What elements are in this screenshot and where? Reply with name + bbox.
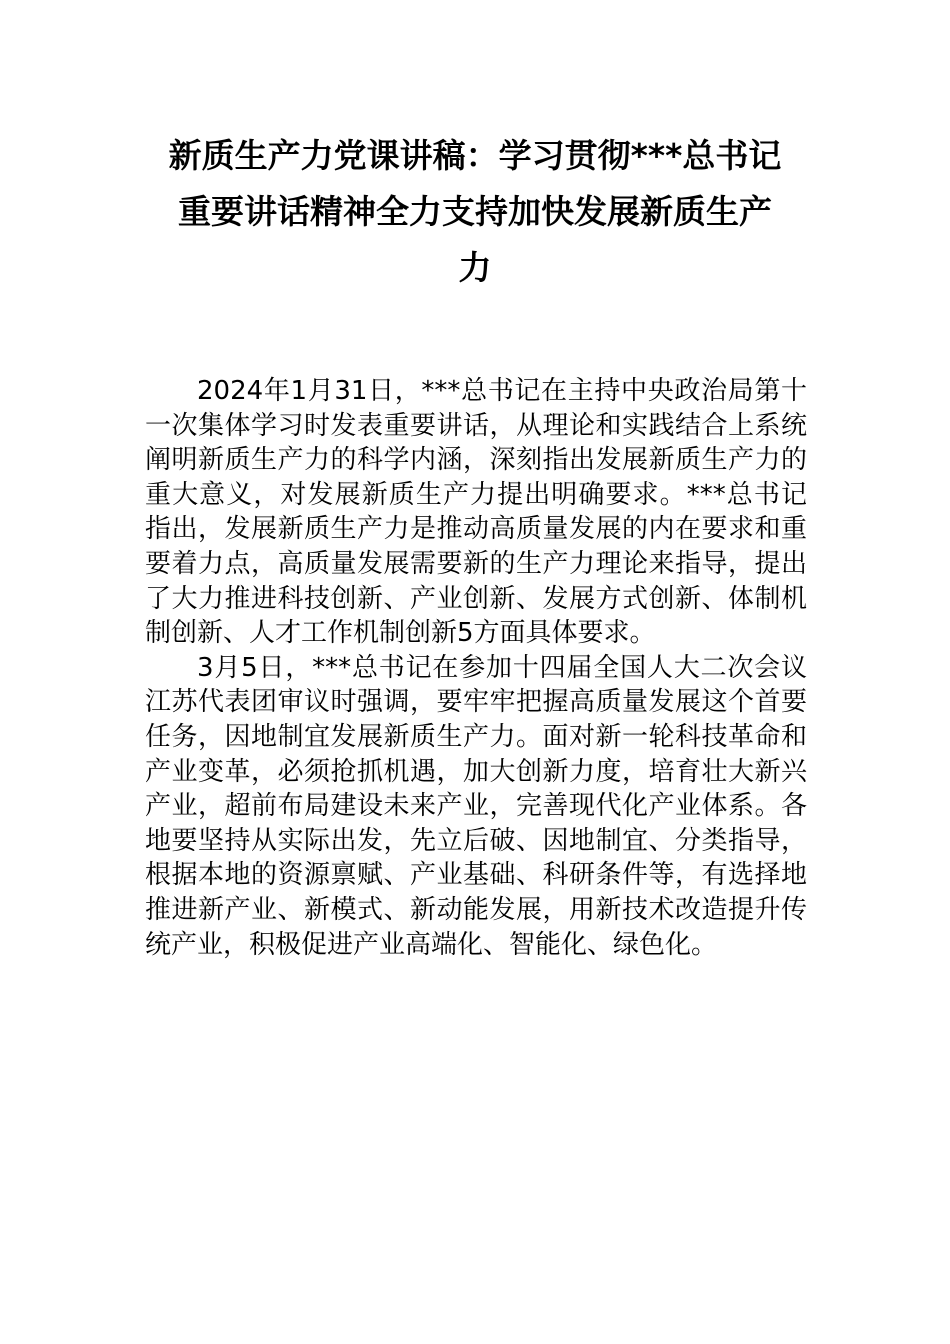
- paragraph-1: 2024年1月31日，***总书记在主持中央政治局第十一次集体学习时发表重要讲话，从理论和实践结合上系统阐明新质生产力的科学内涵，深刻指出发展新质生产力的重大意义，对发展新质生产力提出明确要求。***总书记指出，发展新质生产力是推动高质量发展的内在要求和重要着力点，高质量发展需要新的生产力理论来指导，提出了大力推进科技创新、产业创新、发展方式创新、体制机制创新、人才工作机制创新5方面具体要求。: [145, 376, 807, 649]
- title-line-3: 力: [458, 248, 492, 287]
- title-line-2: 重要讲话精神全力支持加快发展新质生产: [178, 192, 772, 231]
- document-body: [145, 374, 807, 962]
- paragraph-2: 3月5日，***总书记在参加十四届全国人大二次会议江苏代表团审议时强调，要牢牢把握高质量发展这个首要任务，因地制宜发展新质生产力。面对新一轮科技革命和产业变革，必须抢抓机遇，加大创新力度，培育壮大新兴产业，超前布局建设未来产业，完善现代化产业体系。各地要坚持从实际出发，先立后破、因地制宜、分类指导，根据本地的资源禀赋、产业基础、科研条件等，有选择地推进新产业、新模式、新动能发展，用新技术改造提升传统产业，积极促进产业高端化、智能化、绿色化。: [145, 652, 807, 960]
- title-line-1: 新质生产力党课讲稿：学习贯彻***总书记: [168, 136, 782, 175]
- document-title: [140, 128, 810, 296]
